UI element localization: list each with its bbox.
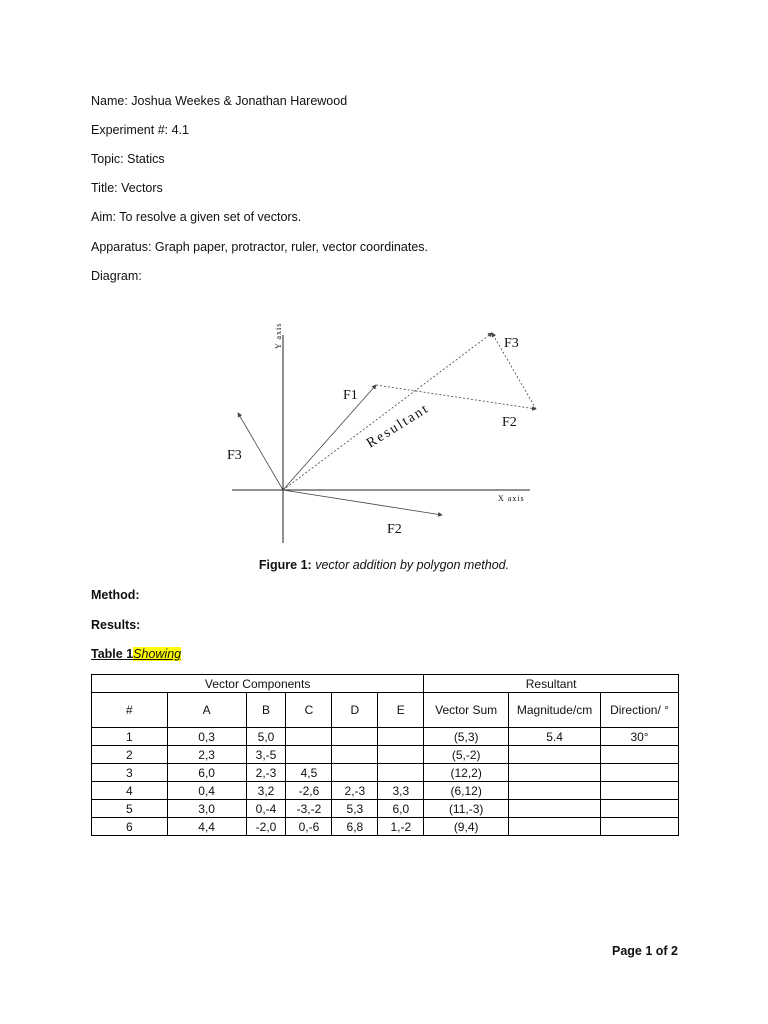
column-header: E: [378, 693, 424, 728]
table-cell: 2: [92, 746, 168, 764]
column-header: #: [92, 693, 168, 728]
table-cell: [286, 728, 332, 746]
table-cell: [601, 818, 679, 836]
table-cell: 5.4: [509, 728, 601, 746]
table-cell: 6,8: [332, 818, 378, 836]
table-cell: 5: [92, 800, 168, 818]
table-cell: [509, 746, 601, 764]
table-cell: 4: [92, 782, 168, 800]
table-cell: 1,-2: [378, 818, 424, 836]
apparatus-line: Apparatus: Graph paper, protractor, ruler, vector coordinates.: [91, 240, 428, 254]
f2-translated: [376, 385, 536, 409]
resultant-label: Resultant: [364, 401, 433, 452]
table-cell: 4,5: [286, 764, 332, 782]
table-cell: 2,-3: [246, 764, 286, 782]
f1-label: F1: [343, 388, 358, 403]
f3-top-label: F3: [504, 336, 519, 351]
table-row: [92, 728, 679, 746]
table-title-highlight: Showing: [133, 647, 182, 661]
table-row: [92, 746, 679, 764]
table-cell: 0,3: [167, 728, 246, 746]
table-cell: [509, 818, 601, 836]
table-cell: [286, 746, 332, 764]
column-header: Vector Sum: [424, 693, 509, 728]
table-cell: -2,6: [286, 782, 332, 800]
table-cell: 3,3: [378, 782, 424, 800]
table-cell: 1: [92, 728, 168, 746]
table-cell: [509, 800, 601, 818]
f2-bottom-label: F2: [387, 522, 402, 537]
topic-line: Topic: Statics: [91, 152, 165, 166]
table-cell: 3,2: [246, 782, 286, 800]
table-cell: (5,-2): [424, 746, 509, 764]
experiment-line: Experiment #: 4.1: [91, 123, 189, 137]
table-cell: [601, 764, 679, 782]
page-number: Page 1 of 2: [612, 944, 678, 958]
results-table: [91, 674, 679, 836]
table-row: [92, 800, 679, 818]
table-cell: (9,4): [424, 818, 509, 836]
table-cell: [332, 764, 378, 782]
f2-vector: [283, 490, 442, 515]
vector-diagram: [220, 305, 550, 545]
table-cell: [601, 800, 679, 818]
resultant-vector: [283, 333, 492, 490]
f3-vector: [238, 413, 283, 490]
table-cell: (6,12): [424, 782, 509, 800]
table-cell: 30°: [601, 728, 679, 746]
table-cell: [509, 764, 601, 782]
y-axis-label: Y axis: [274, 322, 283, 349]
table-row: [92, 782, 679, 800]
table-cell: 3,0: [167, 800, 246, 818]
table-cell: 5,0: [246, 728, 286, 746]
table-cell: [601, 782, 679, 800]
table-cell: 3,-5: [246, 746, 286, 764]
column-header: B: [246, 693, 286, 728]
f3-left-label: F3: [227, 448, 242, 463]
table-cell: [332, 728, 378, 746]
table-cell: 0,4: [167, 782, 246, 800]
table-cell: [332, 746, 378, 764]
table-cell: 4,4: [167, 818, 246, 836]
table-cell: 6: [92, 818, 168, 836]
figure-caption: [0, 558, 768, 572]
column-header: D: [332, 693, 378, 728]
table-row: [92, 818, 679, 836]
table-cell: 3: [92, 764, 168, 782]
table-cell: 0,-6: [286, 818, 332, 836]
method-label: Method:: [91, 588, 140, 602]
table-cell: (5,3): [424, 728, 509, 746]
table-row: [92, 764, 679, 782]
column-header: C: [286, 693, 332, 728]
table-cell: (12,2): [424, 764, 509, 782]
table-cell: [378, 764, 424, 782]
aim-line: Aim: To resolve a given set of vectors.: [91, 210, 302, 224]
caption-text: vector addition by polygon method.: [315, 558, 510, 572]
table-cell: 6,0: [378, 800, 424, 818]
column-header: Direction/ °: [601, 693, 679, 728]
table-cell: -3,-2: [286, 800, 332, 818]
table-cell: [601, 746, 679, 764]
vector-components-header: Vector Components: [92, 675, 424, 693]
table-cell: 5,3: [332, 800, 378, 818]
table-cell: 6,0: [167, 764, 246, 782]
column-header: A: [167, 693, 246, 728]
f1-vector: [283, 385, 376, 490]
table-title-text: Table 1: [91, 647, 134, 661]
name-line: Name: Joshua Weekes & Jonathan Harewood: [91, 94, 348, 108]
group-header-row: [92, 675, 679, 693]
table-cell: [509, 782, 601, 800]
caption-label: Figure 1:: [258, 558, 312, 572]
table-cell: 0,-4: [246, 800, 286, 818]
results-label: Results:: [91, 618, 141, 632]
table-cell: (11,-3): [424, 800, 509, 818]
table-cell: [378, 746, 424, 764]
table-cell: 2,3: [167, 746, 246, 764]
resultant-header: Resultant: [424, 675, 679, 693]
diagram-label: Diagram:: [91, 269, 142, 283]
table-title: [91, 647, 181, 661]
column-header-row: [92, 693, 679, 728]
column-header: Magnitude/cm: [509, 693, 601, 728]
table-cell: -2,0: [246, 818, 286, 836]
title-line: Title: Vectors: [91, 181, 163, 195]
x-axis-label: X axis: [498, 494, 525, 503]
table-cell: 2,-3: [332, 782, 378, 800]
f2-top-label: F2: [502, 415, 517, 430]
table-cell: [378, 728, 424, 746]
